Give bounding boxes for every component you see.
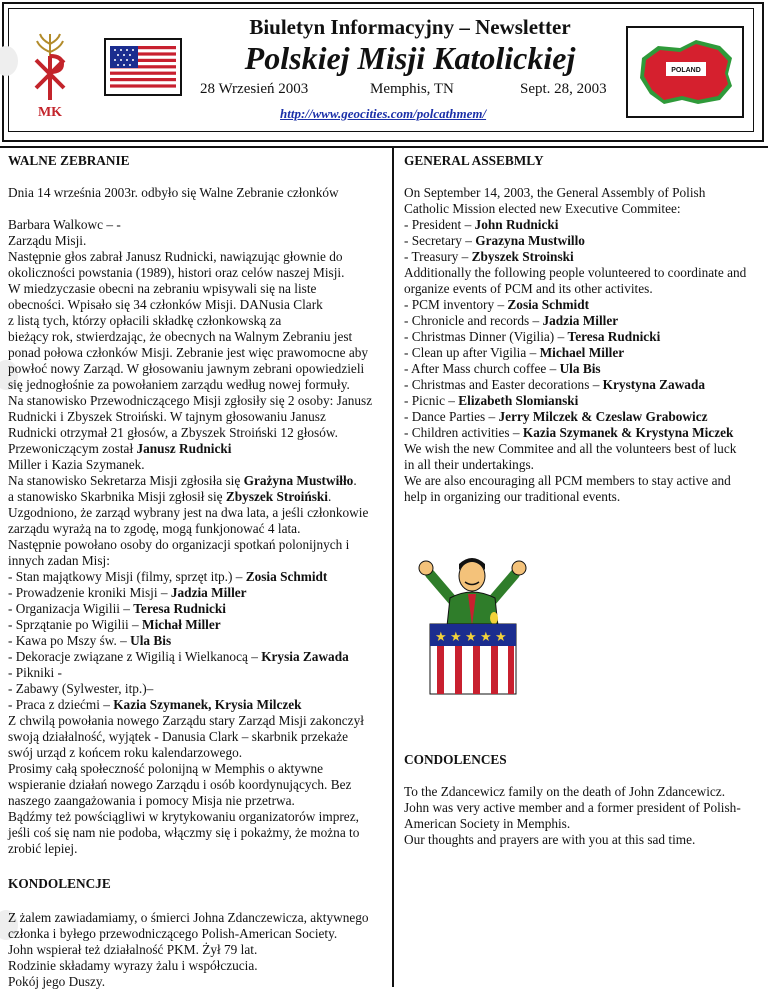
- text-line: innych zadan Misj:: [8, 553, 110, 568]
- person-name: Ula Bis: [559, 361, 601, 376]
- city: Memphis, TN: [370, 81, 454, 97]
- speaker-podium-illustration: [410, 546, 535, 698]
- text-line: członka i byłego przewodniczącego Polish-American Society.: [8, 926, 338, 941]
- person-name: Teresa Rudnicki: [133, 601, 226, 616]
- text-line: Z żalem zawiadamiamy, o śmierci Johna Zdanczewicza, aktywnego: [8, 910, 369, 925]
- text-line: Catholic Mission elected new Executive Commitee:: [404, 201, 681, 216]
- date-polish: 28 Wrzesień 2003: [200, 81, 309, 97]
- text-line: - Praca z dziećmi – Kazia Szymanek, Krysia Milczek: [8, 697, 302, 712]
- text-line: John was very active member and a former president of Polish-: [404, 800, 741, 815]
- text-line: - After Mass church coffee – Ula Bis: [404, 361, 601, 376]
- header-divider: [0, 146, 768, 148]
- person-name: Jerry Milczek & Czeslaw Grabowicz: [498, 409, 708, 424]
- text-line: obecności. Wpisało się 34 członków Misji. DANusia Clark: [8, 297, 323, 312]
- text-line: We wish the new Commitee and all the volunteers best of luck: [404, 441, 737, 456]
- text-line: Bądźmy też powściągliwi w krytykowaniu organizatorów imprez,: [8, 809, 359, 824]
- svg-text:★: ★: [435, 630, 447, 645]
- person-name: Kazia Szymanek, Krysia Milczek: [113, 697, 302, 712]
- text-line: Na stanowisko Sekretarza Misji zgłosiła się Grażyna Mustwiłło.: [8, 473, 357, 488]
- person-name: Janusz Rudnicki: [136, 441, 232, 456]
- text-line: Prosimy całą społeczność polonijną w Memphis o aktywne: [8, 761, 324, 776]
- person-name: Teresa Rudnicki: [567, 329, 661, 344]
- person-name: Michał Miller: [142, 617, 221, 632]
- person-name: Jadzia Miller: [170, 585, 247, 600]
- text-line: Miller i Kazia Szymanek.: [8, 457, 145, 472]
- svg-text:★: ★: [450, 630, 462, 645]
- svg-text:★: ★: [480, 630, 492, 645]
- text-line: ponad połowa członków Misji. Zebranie jest więc prawomocne aby: [8, 345, 369, 360]
- person-name: Zosia Schmidt: [507, 297, 590, 312]
- text-line: help in organizing our traditional events.: [404, 489, 621, 504]
- text-line: - Pikniki -: [8, 665, 62, 680]
- text-line: - PCM inventory – Zosia Schmidt: [404, 297, 590, 312]
- meeting-intro: Dnia 14 września 2003r. odbyło się Walne Zebranie członków: [8, 185, 339, 200]
- text-line: okoliczności powstania (1989), histori oraz celów naszej Misji.: [8, 265, 345, 280]
- kondolencje-heading: KONDOLENCJE: [8, 876, 111, 891]
- chi-rho-icon: [36, 56, 64, 100]
- person-name: Kazia Szymanek & Krystyna Miczek: [522, 425, 734, 440]
- text-line: organize events of PCM and its other activites.: [404, 281, 653, 296]
- text-line: - Stan majątkowy Misji (filmy, sprzęt itp.) – Zosia Schmidt: [8, 569, 328, 584]
- meeting-heading: WALNE ZEBRANIE: [8, 153, 130, 168]
- person-name: Zbyszek Stroiński: [225, 489, 329, 504]
- polish-column: [8, 153, 388, 990]
- mission-title: Polskiej Misji Katolickiej: [244, 40, 576, 76]
- svg-text:★: ★: [465, 630, 477, 645]
- text-line: powłoć nowy Zarząd. W głosowaniu jawnym zebrani opowiedzieli: [8, 361, 365, 376]
- map-label: POLAND: [671, 67, 701, 74]
- meeting-body: [8, 217, 388, 857]
- text-line: - Prowadzenie kroniki Misji – Jadzia Miller: [8, 585, 247, 600]
- text-line: W miedzyczasie obecni na zebraniu wpisywali się na liste: [8, 281, 317, 296]
- logo-letters: MK: [37, 105, 63, 120]
- text-line: wspieranie działań nowego Zarządu i osób koordynujących. Bez: [8, 777, 352, 792]
- text-line: - Sprzątanie po Wigilii – Michał Miller: [8, 617, 221, 632]
- text-line: Rodzinie składamy wyrazy żalu i współczucia.: [8, 958, 258, 973]
- mission-logo: [22, 30, 78, 120]
- text-line: Przewoniczącym został Janusz Rudnicki: [8, 441, 232, 456]
- assembly-body: [404, 185, 764, 505]
- person-name: Krystyna Zawada: [602, 377, 705, 392]
- person-name: Jadzia Miller: [542, 313, 619, 328]
- text-line: - Clean up after Vigilia – Michael Miller: [404, 345, 625, 360]
- usa-flag-icon: [106, 40, 180, 94]
- text-line: zarządu wyrażą na to zgodę, mogą funkjonować 4 lata.: [8, 521, 301, 536]
- text-line: naszego zaangażowania i pomocy Misja nie przetrwa.: [8, 793, 295, 808]
- kondolencje-body: [8, 910, 388, 990]
- text-line: - Children activities – Kazia Szymanek & Krystyna Miczek: [404, 425, 734, 440]
- text-line: - Zabawy (Sylwester, itp.)–: [8, 681, 154, 696]
- english-column: [404, 153, 764, 505]
- text-line: zrobić lepiej.: [8, 841, 78, 856]
- text-line: - Kawa po Mszy św. – Ula Bis: [8, 633, 172, 648]
- condolences-section: [404, 752, 764, 848]
- text-line: Rudnicki i Zbyszek Stroiński. W tajnym głosowaniu Janusz: [8, 409, 326, 424]
- text-line: - Christmas Dinner (Vigilia) – Teresa Rudnicki: [404, 329, 661, 344]
- date-english: Sept. 28, 2003: [520, 81, 607, 97]
- text-line: bieżący rok, stwierdzając, że obecnych na Walnym Zebraniu jest: [8, 329, 353, 344]
- text-line: in all their undertakings.: [404, 457, 534, 472]
- text-line: Zarządu Misji.: [8, 233, 87, 248]
- text-line: - Organizacja Wigilii – Teresa Rudnicki: [8, 601, 226, 616]
- text-line: - Chronicle and records – Jadzia Miller: [404, 313, 619, 328]
- person-name: Michael Miller: [539, 345, 625, 360]
- text-line: - President – John Rudnicki: [404, 217, 559, 232]
- assembly-heading: GENERAL ASSEBMLY: [404, 153, 544, 168]
- text-line: We are also encouraging all PCM members to stay active and: [404, 473, 731, 488]
- text-line: się jednogłośnie za powołaniem zarządu według nowej formuły.: [8, 377, 350, 392]
- text-line: To the Zdancewicz family on the death of John Zdancewicz.: [404, 784, 726, 799]
- person-name: Zosia Schmidt: [245, 569, 328, 584]
- text-line: On September 14, 2003, the General Assembly of Polish: [404, 185, 706, 200]
- text-line: swój urząd z końcem roku kalendarzowego.: [8, 745, 243, 760]
- person-name: Elizabeth Slomianski: [458, 393, 579, 408]
- text-line: Barbara Walkowc – -: [8, 217, 121, 232]
- newsletter-title: Biuletyn Informacyjny – Newsletter: [249, 15, 571, 39]
- text-line: swoją działalność, wyjątek - Danusia Clark – skarbnik przekaże: [8, 729, 349, 744]
- person-name: Grazyna Mustwillo: [475, 233, 585, 248]
- text-line: Następnie powołano osoby do organizacji spotkań polonijnych i: [8, 537, 350, 552]
- person-name: Zbyszek Stroinski: [471, 249, 574, 264]
- text-line: Uzgodniono, że zarząd wybrany jest na dwa lata, a jeśli członkowie: [8, 505, 369, 520]
- text-line: Następnie głos zabrał Janusz Rudnicki, nawiązując głownie do: [8, 249, 343, 264]
- text-line: - Treasury – Zbyszek Stroinski: [404, 249, 574, 264]
- text-line: Additionally the following people volunteered to coordinate and: [404, 265, 747, 280]
- person-name: Grażyna Mustwiłło: [243, 473, 354, 488]
- poland-map-frame: [626, 26, 744, 118]
- website-link[interactable]: http://www.geocities.com/polcathmem/: [280, 106, 487, 121]
- poland-map-icon: [628, 28, 742, 116]
- text-line: Our thoughts and prayers are with you at this sad time.: [404, 832, 696, 847]
- person-name: Ula Bis: [130, 633, 172, 648]
- text-line: jeśli coś się nam nie podoba, włączmy się i pokażmy, że można to: [8, 825, 360, 840]
- svg-text:★: ★: [495, 630, 507, 645]
- text-line: - Secretary – Grazyna Mustwillo: [404, 233, 585, 248]
- text-line: John wspierał też działalność PKM. Żył 79 lat.: [8, 942, 258, 957]
- text-line: - Dance Parties – Jerry Milczek & Czeslaw Grabowicz: [404, 409, 708, 424]
- text-line: Z chwilą powołania nowego Zarządu stary Zarząd Misji zakonczył: [8, 713, 364, 728]
- column-divider: [392, 146, 394, 987]
- person-name: Krysia Zawada: [261, 649, 349, 664]
- text-line: Pokój jego Duszy.: [8, 974, 106, 989]
- text-line: Na stanowisko Przewodniczącego Misji zgłosiły się 2 osoby: Janusz: [8, 393, 373, 408]
- condolences-heading: CONDOLENCES: [404, 752, 507, 767]
- text-line: - Picnic – Elizabeth Slomianski: [404, 393, 579, 408]
- text-line: Rudnicki otrzymał 21 głosów, a Zbyszek Stroiński 12 głosów.: [8, 425, 338, 440]
- text-line: z listą tych, którzy opłacili składkę członkowską za: [8, 313, 282, 328]
- text-line: American Society in Memphis.: [404, 816, 571, 831]
- text-line: - Dekoracje związane z Wigilią i Wielkanocą – Krysia Zawada: [8, 649, 349, 664]
- person-name: John Rudnicki: [474, 217, 559, 232]
- condolences-body: [404, 784, 764, 848]
- text-line: a stanowisko Skarbnika Misji zgłosił się Zbyszek Stroiński.: [8, 489, 332, 504]
- text-line: - Christmas and Easter decorations – Krystyna Zawada: [404, 377, 705, 392]
